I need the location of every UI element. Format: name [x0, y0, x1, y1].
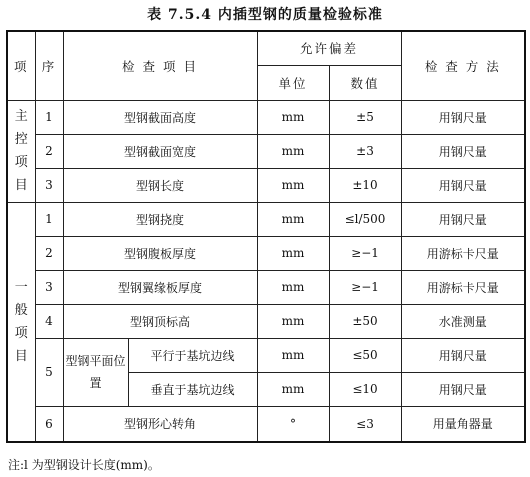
table-row [7, 168, 525, 202]
row-seq: 6 [35, 406, 63, 442]
row-method: 用钢尺量 [401, 372, 525, 406]
row-item: 型钢翼缘板厚度 [63, 270, 257, 304]
row-value: ≥−1 [329, 270, 401, 304]
quality-inspection-table [6, 30, 526, 443]
row-item: 型钢挠度 [63, 202, 257, 236]
header-check-item: 检 查 项 目 [63, 31, 257, 100]
row-value: ≤3 [329, 406, 401, 442]
row-method: 用游标卡尺量 [401, 236, 525, 270]
row-subitem: 平行于基坑边线 [128, 338, 257, 372]
table-note: 注:l 为型钢设计长度(mm)。 [8, 458, 160, 472]
row-unit: mm [257, 202, 329, 236]
row-unit: mm [257, 270, 329, 304]
row-unit: mm [257, 168, 329, 202]
row-method: 用钢尺量 [401, 338, 525, 372]
row-item: 型钢顶标高 [63, 304, 257, 338]
row-seq: 3 [35, 270, 63, 304]
group-general: 一 般 项 目 [7, 202, 35, 442]
row-item: 型钢长度 [63, 168, 257, 202]
header-method: 检 查 方 法 [401, 31, 525, 100]
row-method: 用量角器量 [401, 406, 525, 442]
row-method: 用游标卡尺量 [401, 270, 525, 304]
row-seq: 4 [35, 304, 63, 338]
row-item: 型钢形心转角 [63, 406, 257, 442]
row-seq: 1 [35, 202, 63, 236]
table-row [7, 338, 525, 372]
row-item: 型钢截面高度 [63, 100, 257, 134]
table-row [7, 304, 525, 338]
row-value: ±5 [329, 100, 401, 134]
table-row [7, 134, 525, 168]
group-main-control: 主 控 项 目 [7, 100, 35, 202]
row-seq: 2 [35, 134, 63, 168]
table-row [7, 100, 525, 134]
row-value: ≤l/500 [329, 202, 401, 236]
row-unit: mm [257, 372, 329, 406]
row-value: ≤50 [329, 338, 401, 372]
row-seq: 3 [35, 168, 63, 202]
table-row [7, 236, 525, 270]
row-value: ≥−1 [329, 236, 401, 270]
header-value: 数值 [329, 65, 401, 100]
row-item: 型钢截面宽度 [63, 134, 257, 168]
table-title: 表 7.5.4 内插型钢的质量检验标准 [147, 7, 383, 23]
row-unit: mm [257, 236, 329, 270]
row-unit: ° [257, 406, 329, 442]
row-method: 水准测量 [401, 304, 525, 338]
table-row [7, 270, 525, 304]
row-unit: mm [257, 338, 329, 372]
row-unit: mm [257, 134, 329, 168]
header-item: 项 [7, 31, 35, 100]
row-method: 用钢尺量 [401, 100, 525, 134]
row-unit: mm [257, 304, 329, 338]
row-method: 用钢尺量 [401, 134, 525, 168]
row-value: ±3 [329, 134, 401, 168]
table-row [7, 406, 525, 442]
header-unit: 单位 [257, 65, 329, 100]
header-seq: 序 [35, 31, 63, 100]
row-method: 用钢尺量 [401, 168, 525, 202]
row-item-plane-position: 型钢平面位置 [63, 338, 128, 406]
row-value: ±10 [329, 168, 401, 202]
row-seq: 5 [35, 338, 63, 406]
row-seq: 2 [35, 236, 63, 270]
row-subitem: 垂直于基坑边线 [128, 372, 257, 406]
row-unit: mm [257, 100, 329, 134]
row-seq: 1 [35, 100, 63, 134]
header-tolerance: 允许偏差 [257, 31, 401, 65]
row-value: ≤10 [329, 372, 401, 406]
row-method: 用钢尺量 [401, 202, 525, 236]
table-row [7, 202, 525, 236]
row-item: 型钢腹板厚度 [63, 236, 257, 270]
row-value: ±50 [329, 304, 401, 338]
